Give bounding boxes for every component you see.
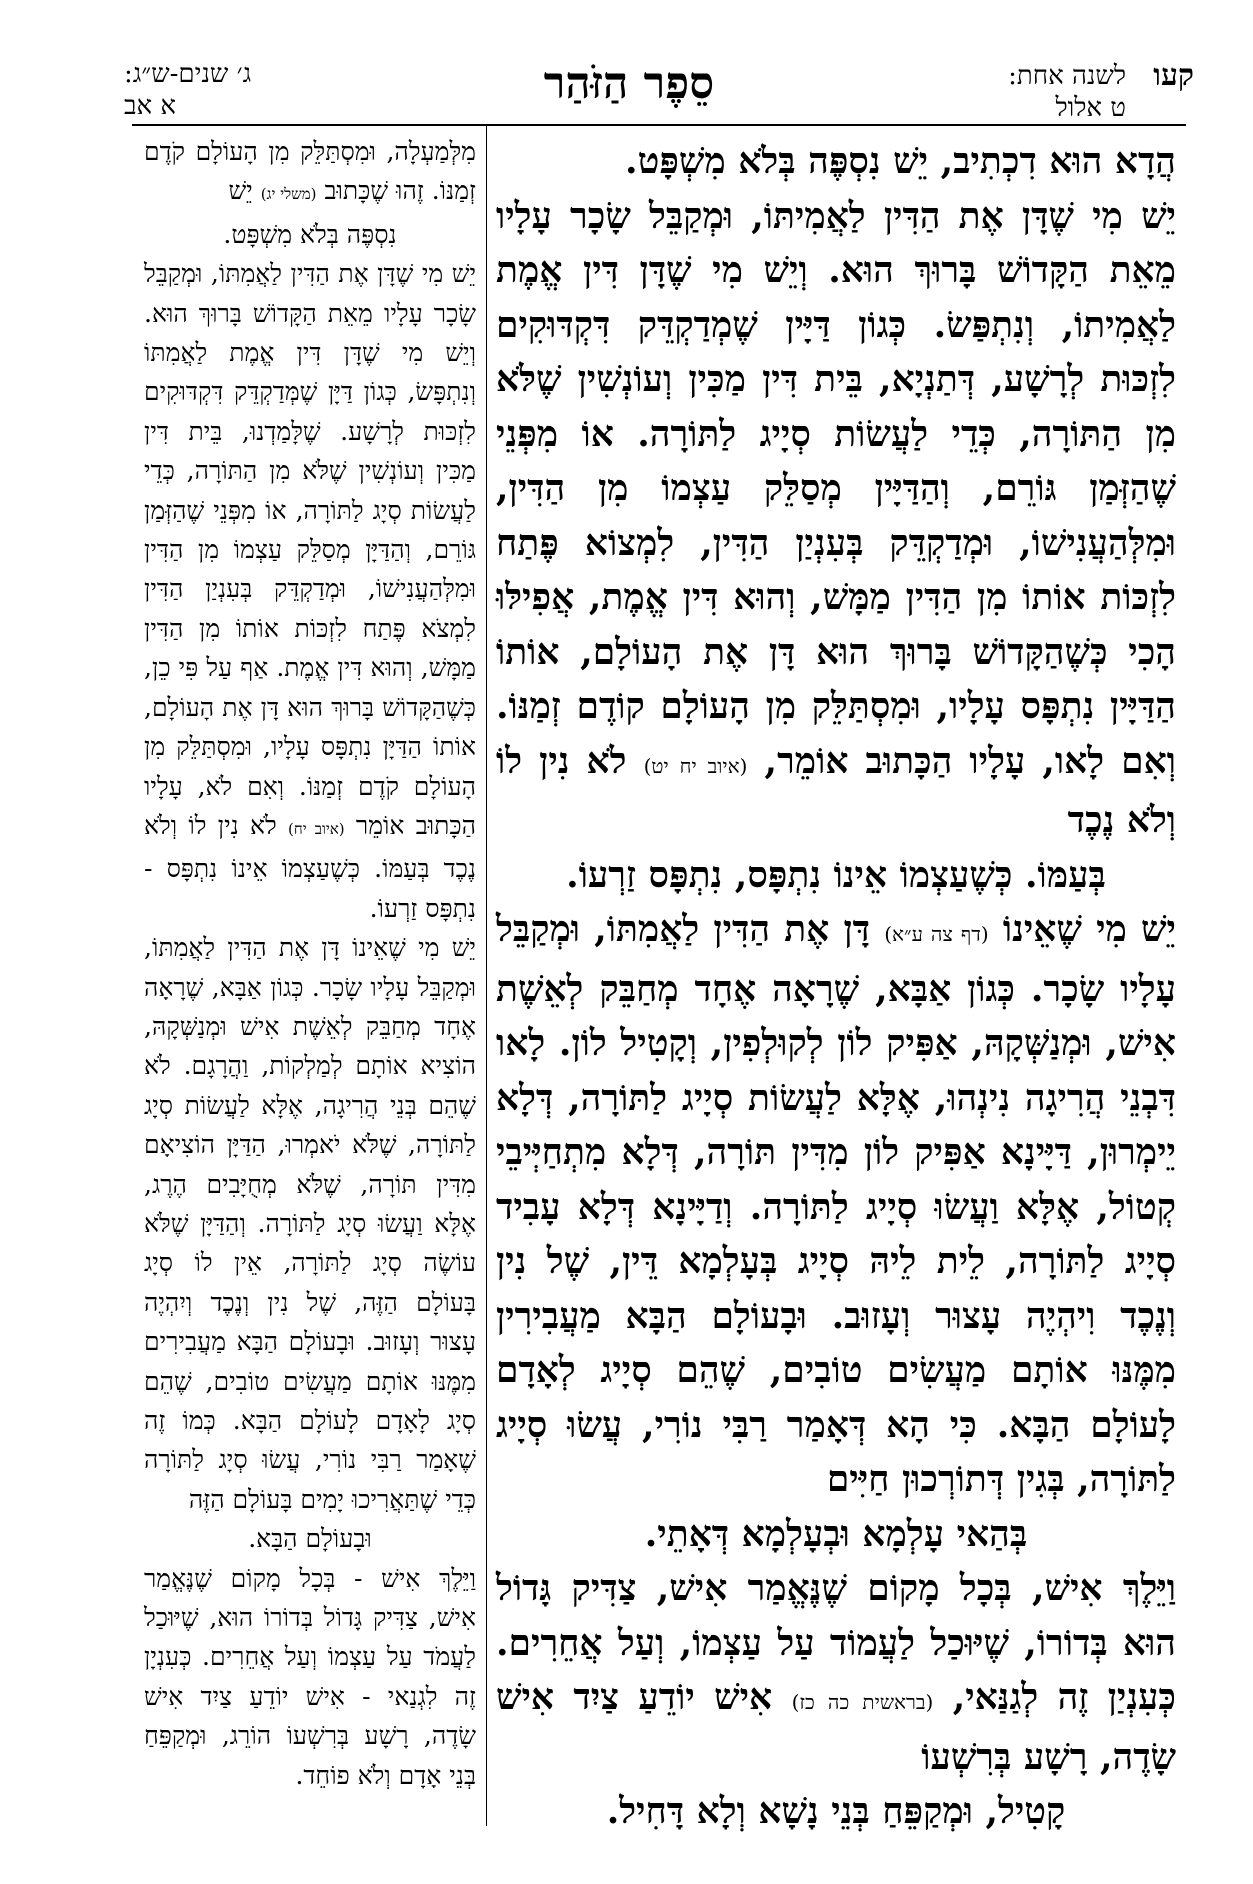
page-reference: (דף צה ע״א) [884,922,989,946]
side-text: יֵשׁ מִי שֶׁדָּן אֶת הַדִּין לַאֲמִתּוֹ, וּמְקַבֵּל שָׂכָר עָלָיו מֵאֵת הַקָּדוֹשׁ בָּרוּךְ הוּא. וְיֵשׁ מִי שֶׁדָּן דִּין אֱמֶת לַאֲמִתּוֹ וְנִתְפָּשׂ, כְּגוֹן דַּיָּן שֶׁמְּדַקְדֵּק דִּקְדּוּקִים לִזְכּוּת לְרָשָׁע. שֶׁלָּמַדְנוּ, בֵּית דִּין מַכִּין וְעוֹנְשִׁין שֶׁלֹּא מִן הַתּוֹרָה, כְּדֵי לַעֲשׂוֹת סְיָג לַתּוֹרָה, אוֹ מִפְּנֵי שֶׁהַזְּמַן גּוֹרֵם, וְהַדַּיָּן מְסַלֵּק עַצְמוֹ מִן הַדִּין וּמִלְּהַעֲנִישׁוֹ, וּמְדַקְדֵּק בְּעִנְיַן הַדִּין לִמְצֹא פֶּתַח לִזְכּוֹת אוֹתוֹ מִן הַדִּין מַמָּשׁ, וְהוּא דִּין אֱמֶת. אַף עַל פִּי כֵן, כְּשֶׁהַקָּדוֹשׁ בָּרוּךְ הוּא דָּן אֶת הָעוֹלָם, אוֹתוֹ הַדַּיָּן נִתְפָּס עָלָיו, וּמִסְתַּלֵּק מִן הָעוֹלָם קֹדֶם זְמַנּוֹ. וְאִם לֹא, עָלָיו הַכָּתוּב אוֹמֵר [144,259,476,840]
main-paragraph-4-end: קָטִיל, וּמְקַפֵּחַ בְּנֵי נָשָׁא וְלָא דָּחִיל. [606,1790,1066,1832]
header-rule [132,124,1186,126]
side-paragraph-2 [144,254,476,928]
main-text: אִישׁ יוֹדֵעַ צַיִד אִישׁ שָׂדֶה, רָשָׁע בְּרִשְׁעוֹ [496,1676,1176,1778]
main-paragraph-2 [496,189,1176,848]
study-label: לשנה אחת: [1008,61,1126,91]
main-text: לֹא נִין לוֹ וְלֹא נֶכֶד [496,739,1176,841]
side-paragraph-1 [144,132,476,215]
main-text: דָּן אֶת הַדִּין לַאֲמִתּוֹ, וּמְקַבֵּל עָלָיו שָׂכָר. כְּגוֹן אַבָּא, שֶׁרָאָה אֶחָד מְחַבֵּק לְאֵשֶׁת אִישׁ, וּמְנַשְּׁקָהּ, אַפִּיק לוֹן לְקוּלְפִין, וְקָטִיל לוֹן. לָאו דִּבְנֵי הֲרִיגָה נִינְהוּ, אֶלָּא לַעֲשׂוֹת סְיָיג לַתּוֹרָה, דְּלָא יֵימְרוּן, דַּיָּינָא אַפִּיק לוֹן מִדִּין תּוֹרָה, דְּלָא מִתְחַיְּיבֵי קְטוֹל, אֶלָּא וַעֲשׂוּ סְיָיג לַתּוֹרָה. וְדַיָּינָא דְּלָא עָבִיד סְיָיג לַתּוֹרָה, לֵית לֵיהּ סְיָיג בְּעָלְמָא דֵּין, שֶׁל נִין וְנֶכֶד וִיהְיֶה עָצוּר וְעָזוּב. וּבָעוֹלָם הַבָּא מַעֲבִירִין מִמֶּנּוּ אוֹתָם מַעֲשִׂים טוֹבִים, שֶׁהֵם סְיָיג לְאָדָם לָעוֹלָם הַבָּא. כִּי הָא דְּאָמַר רַבִּי נוֹרִי, עֲשׂוּ סְיָיג לַתּוֹרָה, בְּגִין דְּתוֹרְכוּן חַיִּים [496,908,1176,1500]
side-text: מִלְּמַעְלָה, וּמִסְתַּלֵּק מִן הָעוֹלָם קֹדֶם זְמַנּוֹ. זֶהוּ שֶׁכָּתוּב [144,137,476,206]
source-citation: (משלי יג) [260,185,317,204]
side-paragraph-4: וַיֵּלֶךְ אִישׁ - בְּכָל מָקוֹם שֶׁנֶּאֱמַר אִישׁ, צַדִּיק גָּדוֹל בְּדוֹרוֹ הוּא, שֶׁיּוּכַל לַעֲמֹד עַל עַצְמוֹ וְעַל אֲחֵרִים. כְּעִנְיָן זֶה לִגְנַאי - אִישׁ יוֹדֵעַ צַיִד אִישׁ שָׂדֶה, רָשָׁע בְּרִשְׁעוֹ הוֹרֵג, וּמְקַפֵּחַ בְּנֵי אָדָם וְלֹא פוֹחֵד. [144,1563,476,1790]
side-text: יֵשׁ [228,176,253,206]
side-text: לֹא נִין לוֹ וְלֹא נֶכֶד בְּעַמּוֹ. כְּשֶׁעַצְמוֹ אֵינוֹ נִתְפָּס - נִתְפָּס זַרְעוֹ. [144,810,476,923]
main-paragraph-3 [496,902,1176,1507]
main-paragraph-2-end: בְּעַמּוֹ. כְּשֶׁעַצְמוֹ אֵינוֹ נִתְפָּס, נִתְפָּס זַרְעוֹ. [566,853,1106,896]
column-divider [486,126,487,1826]
main-text: וַיֵּלֶךְ אִישׁ, בְּכָל מָקוֹם שֶׁנֶּאֱמַר אִישׁ, צַדִּיק גָּדוֹל הוּא בְּדוֹרוֹ, שֶׁיּוּכַל לַעֲמוֹד עַל עַצְמוֹ, וְעַל אֲחֵרִים. כְּעִנְיַן זֶה לְגַנַּאי, [496,1567,1176,1718]
side-paragraph-3-end: וּבָעוֹלָם הַבָּא. [248,1524,372,1554]
main-paragraph-3-end: בְּהַאי עָלְמָא וּבְעָלְמָא דְּאָתֵי. [644,1512,1028,1555]
main-text: יֵשׁ מִי שֶׁדָּן אֶת הַדִּין לַאֲמִיתּוֹ, וּמְקַבֵּל שָׂכָר עָלָיו מֵאֵת הַקָּדוֹשׁ בָּרוּךְ הוּא. וְיֵשׁ מִי שֶׁדָּן דִּין אֱמֶת לַאֲמִיתוֹ, וְנִתְפַּשׂ. כְּגוֹן דַּיָּין שֶׁמְדַקְדֵּק דִּקְדּוּקִים לִזְכּוּת לְרָשָׁע, דְּתַנְיָא, בֵּית דִּין מַכִּין וְעוֹנְשִׁין שֶׁלֹּא מִן הַתּוֹרָה, כְּדֵי לַעֲשׂוֹת סְיָיג לַתּוֹרָה. אוֹ מִפְּנֵי שֶׁהַזְּמַן גּוֹרֵם, וְהַדַּיָּין מְסַלֵּק עַצְמוֹ מִן הַדִּין, וּמִלְּהַעֲנִישׁוֹ, וּמְדַקְדֵּק בְּעִנְיַן הַדִּין, לִמְצוֹא פֶּתַח לִזְכּוֹת אוֹתוֹ מִן הַדִּין מַמָּשׁ, וְהוּא דִּין אֱמֶת, אֲפִילּוּ הָכִי כְּשֶׁהַקָּדוֹשׁ בָּרוּךְ הוּא דָּן אֶת הָעוֹלָם, אוֹתוֹ הַדַּיָּין נִתְפָּס עָלָיו, וּמִסְתַּלֵּק מִן הָעוֹלָם קוֹדֶם זְמַנּוֹ. וְאִם לָאו, עָלָיו הַכָּתוּב אוֹמֵר, [496,194,1176,782]
book-title: סֵפֶר הַזֹּהַר [543,58,715,109]
main-text: יֵשׁ מִי שֶׁאֵינוֹ [1002,908,1176,950]
page-header [64,54,1194,126]
main-paragraph-4 [496,1561,1176,1784]
source-citation: (איוב יח יט) [643,753,748,778]
study-info [986,60,1126,124]
side-paragraph-1-end: נִסְפֶּה בְּלֹא מִשְׁפָּט. [223,219,397,249]
cycle-label: ג׳ שנים-ש״ג: [124,59,252,89]
main-text-column [496,134,1176,1839]
source-citation: (בראשית כה כז) [791,1690,934,1714]
side-paragraph-3: יֵשׁ מִי שֶׁאֵינוֹ דָּן אֶת הַדִּין לַאֲמִתּוֹ, וּמְקַבֵּל עָלָיו שָׂכָר. כְּגוֹן אַבָּא, שֶׁרָאָה אֶחָד מְחַבֵּק לְאֵשֶׁת אִישׁ וּמְנַשְּׁקָהּ, הוֹצִיא אוֹתָם לְמַלְקוֹת, וַהֲרָגָם. לֹא שֶׁהֵם בְּנֵי הֲרִיגָה, אֶלָּא לַעֲשׂוֹת סְיָג לַתּוֹרָה, שֶׁלֹּא יֹאמְרוּ, הַדַּיָּן הוֹצִיאָם מִדִּין תּוֹרָה, שֶׁלֹּא מְחֻיָּבִים הֶרֶג, אֶלָּא וַעֲשׂוּ סְיָג לַתּוֹרָה. וְהַדַּיָּן שֶׁלֹּא עוֹשֶׂה סְיָג לַתּוֹרָה, אֵין לוֹ סְיָג בָּעוֹלָם הַזֶּה, שֶׁל נִין וְנֶכֶד וְיִהְיֶה עָצוּר וְעָזוּב. וּבָעוֹלָם הַבָּא מַעֲבִירִים מִמֶּנּוּ אוֹתָם מַעֲשִׂים טוֹבִים, שֶׁהֵם סְיָג לָאָדָם לָעוֹלָם הַבָּא. כְּמוֹ זֶה שֶׁאָמַר רַבִּי נוֹרִי, עֲשׂוּ סְיָג לַתּוֹרָה כְּדֵי שֶׁתַּאֲרִיכוּ יָמִים בָּעוֹלָם הַזֶּה [144,933,476,1514]
translation-column [144,132,476,1795]
cycle-date: א אב [124,91,176,121]
page-number: קעו [1153,58,1194,93]
study-date: ט אלול [1055,93,1126,123]
main-paragraph-1: הֲדָא הוּא דִכְתִיב, יֵשׁ נִסְפֶּה בְּלֹא מִשְׁפָּט. [625,140,1176,182]
source-citation: (איוב יח) [288,819,345,838]
